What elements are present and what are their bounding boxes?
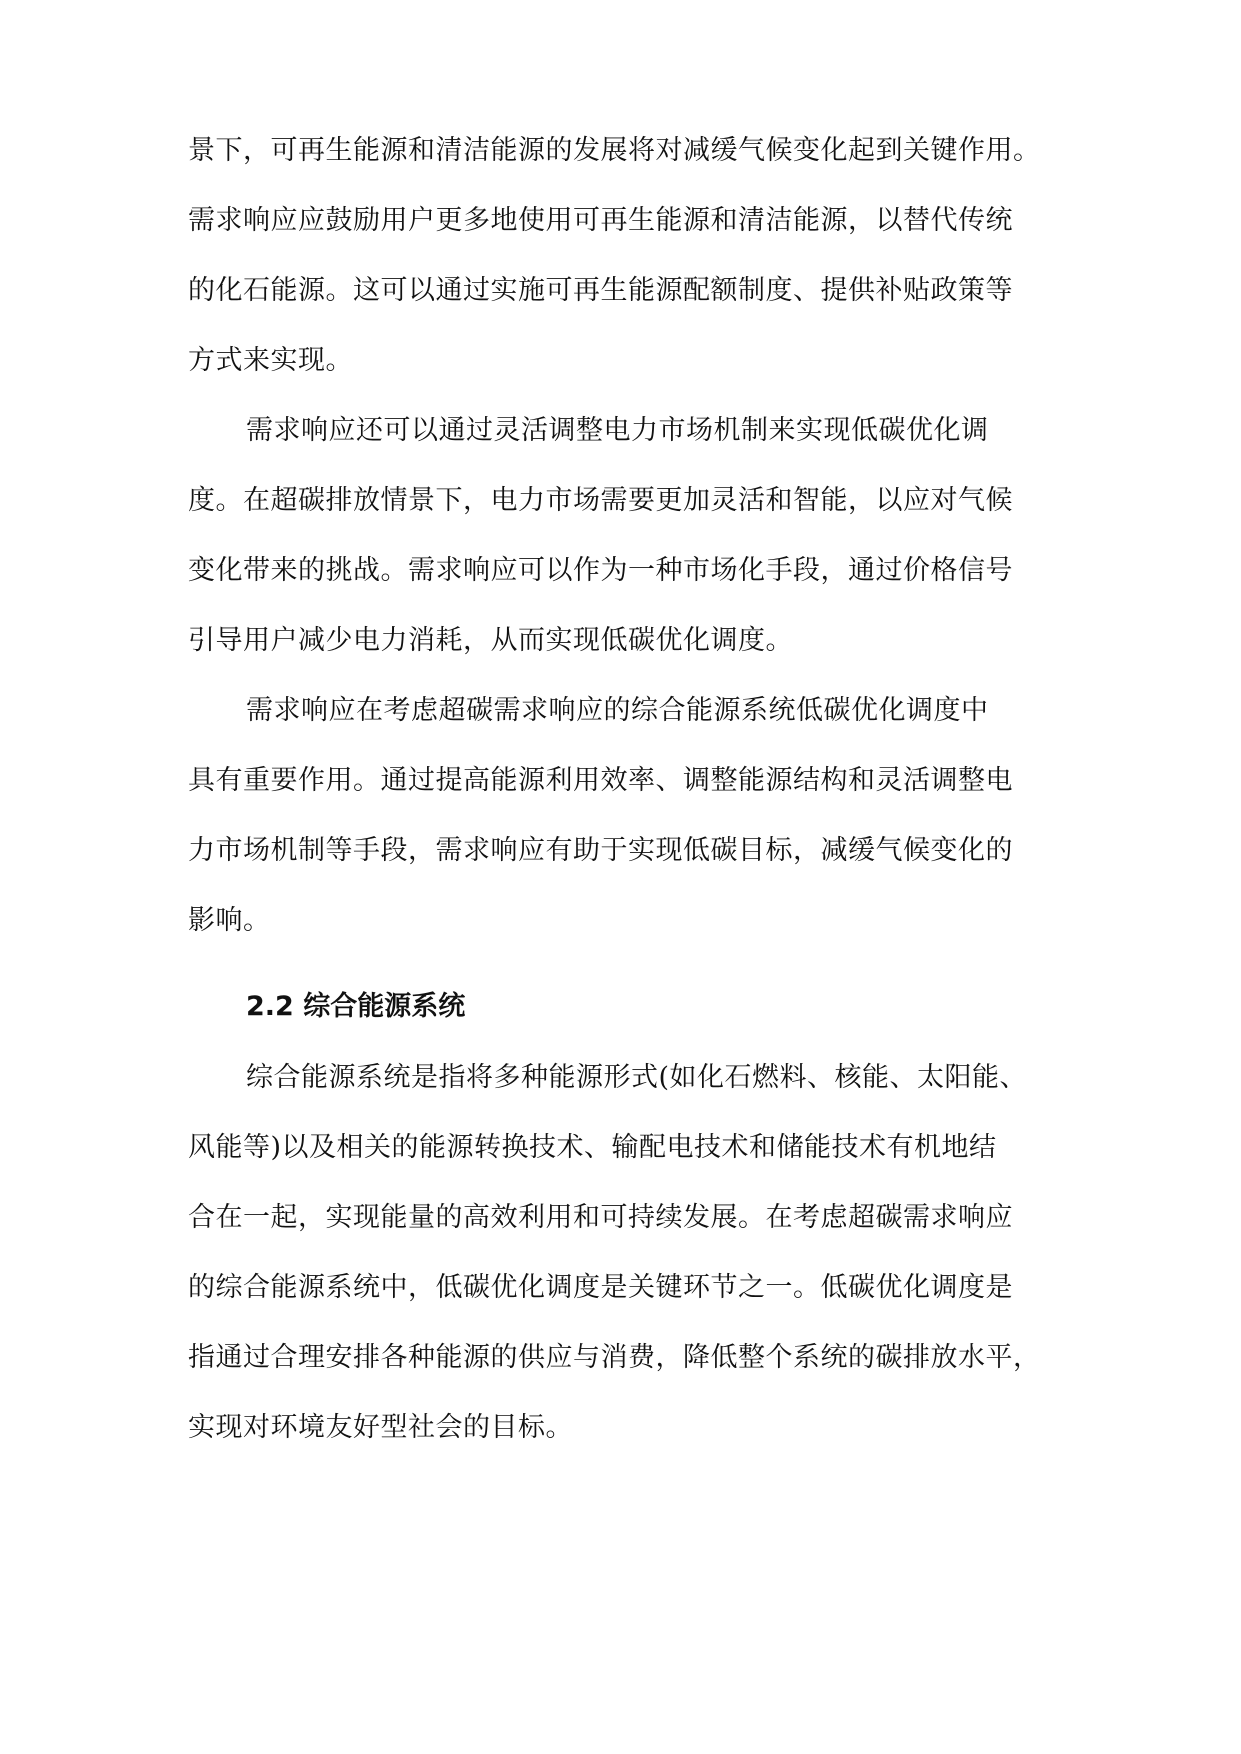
paragraph-line: 具有重要作用。通过提高能源利用效率、调整能源结构和灵活调整电 — [188, 765, 1013, 796]
paragraph-line: 需求响应在考虑超碳需求响应的综合能源系统低碳优化调度中 — [246, 695, 989, 726]
paragraph-line: 影响。 — [188, 905, 271, 936]
paragraph-line: 风能等)以及相关的能源转换技术、输配电技术和储能技术有机地结 — [188, 1132, 997, 1163]
paragraph-line: 实现对环境友好型社会的目标。 — [188, 1412, 573, 1443]
paragraph-line: 的化石能源。这可以通过实施可再生能源配额制度、提供补贴政策等 — [188, 275, 1013, 306]
paragraph-line: 的综合能源系统中，低碳优化调度是关键环节之一。低碳优化调度是 — [188, 1272, 1013, 1303]
paragraph-line: 综合能源系统是指将多种能源形式(如化石燃料、核能、太阳能、 — [246, 1062, 1028, 1093]
paragraph-line: 指通过合理安排各种能源的供应与消费，降低整个系统的碳排放水平， — [188, 1342, 1041, 1373]
paragraph-line: 度。在超碳排放情景下，电力市场需要更加灵活和智能，以应对气候 — [188, 485, 1013, 516]
paragraph-line: 合在一起，实现能量的高效利用和可持续发展。在考虑超碳需求响应 — [188, 1202, 1013, 1233]
paragraph-line: 引导用户减少电力消耗，从而实现低碳优化调度。 — [188, 625, 793, 656]
paragraph-line: 需求响应还可以通过灵活调整电力市场机制来实现低碳优化调 — [246, 415, 989, 446]
paragraph-line: 方式来实现。 — [188, 345, 353, 376]
paragraph-line: 需求响应应鼓励用户更多地使用可再生能源和清洁能源，以替代传统 — [188, 205, 1013, 236]
section-heading: 2.2 综合能源系统 — [246, 991, 466, 1022]
paragraph-line: 景下，可再生能源和清洁能源的发展将对减缓气候变化起到关键作用。 — [188, 135, 1041, 166]
paragraph-line: 变化带来的挑战。需求响应可以作为一种市场化手段，通过价格信号 — [188, 555, 1013, 586]
paragraph-line: 力市场机制等手段，需求响应有助于实现低碳目标，减缓气候变化的 — [188, 835, 1013, 866]
